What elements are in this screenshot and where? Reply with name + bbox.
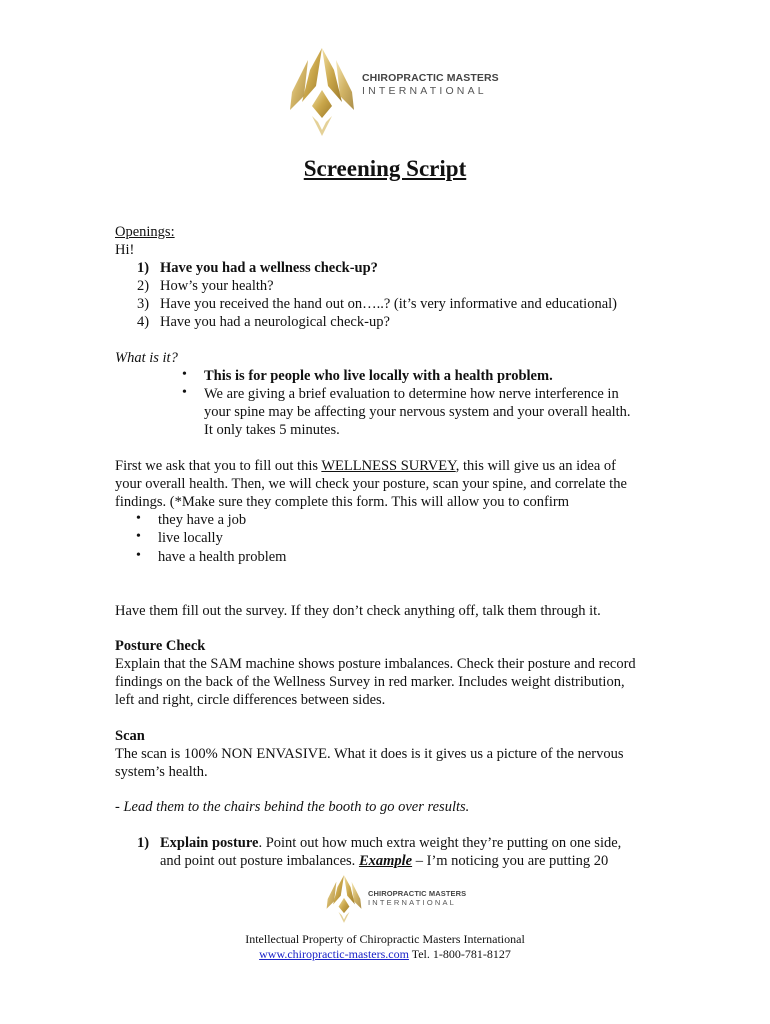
posture-check-heading: Posture Check: [115, 638, 206, 654]
posture-check-line-3: left and right, circle differences between sides.: [115, 692, 386, 708]
what-is-it-bullet-2-line-2: your spine may be affecting your nervous system and your overall health.: [204, 404, 631, 420]
footer-ip-notice: Intellectual Property of Chiropractic Masters International: [245, 932, 525, 946]
survey-line-2: your overall health. Then, we will check your posture, scan your spine, and correlate the: [115, 476, 627, 492]
logo-top-line2: INTERNATIONAL: [362, 85, 487, 97]
explain-line-1-rest: . Point out how much extra weight they’re putting on one side,: [258, 835, 622, 851]
opening-item-4-num: 4): [137, 314, 150, 330]
scan-line-2: system’s health.: [115, 764, 208, 780]
explain-line-1: [160, 834, 621, 853]
logo-bottom-line2: INTERNATIONAL: [368, 898, 457, 907]
posture-check-line-1: Explain that the SAM machine shows posture imbalances. Check their posture and record: [115, 656, 636, 672]
fill-out-instructions: Have them fill out the survey. If they don’t check anything off, talk them through it.: [115, 603, 601, 619]
opening-item-1-num: 1): [137, 260, 150, 276]
footer-phone: Tel. 1-800-781-8127: [408, 947, 511, 961]
chiropractic-masters-logo-icon: [282, 46, 362, 138]
scan-line-1: The scan is 100% NON ENVASIVE. What it does is it gives us a picture of the nervous: [115, 746, 624, 762]
explain-posture-bold: Explain posture: [160, 835, 259, 851]
logo-bottom: [320, 874, 368, 924]
what-is-it-bullet-2-line-1: We are giving a brief evaluation to determine how nerve interference in: [204, 386, 619, 402]
website-link[interactable]: www.chiropractic-masters.com: [259, 947, 409, 961]
scan-heading: Scan: [115, 728, 145, 744]
survey-line-1: [115, 457, 616, 476]
bullet-icon: •: [136, 511, 141, 526]
what-is-it-bullet-1: This is for people who live locally with a health problem.: [204, 368, 553, 384]
opening-item-3: Have you received the hand out on…..? (it’s very informative and educational): [160, 296, 617, 312]
what-is-it-heading: What is it?: [115, 350, 178, 366]
explain-line-2-post: – I’m noticing you are putting 20: [412, 853, 609, 869]
wellness-survey-link: WELLNESS SURVEY: [321, 458, 456, 474]
logo-top-line1: CHIROPRACTIC MASTERS: [362, 72, 499, 84]
what-is-it-bullet-2-line-3: It only takes 5 minutes.: [204, 422, 340, 438]
opening-item-2-num: 2): [137, 278, 150, 294]
explain-line-2: [160, 852, 608, 871]
explain-line-2-pre: and point out posture imbalances.: [160, 853, 359, 869]
footer-contact: [0, 947, 770, 962]
lead-instruction: - Lead them to the chairs behind the booth to go over results.: [115, 799, 470, 815]
logo-top: [282, 46, 362, 138]
survey-line-3: findings. (*Make sure they complete this form. This will allow you to confirm: [115, 494, 569, 510]
bullet-icon: •: [136, 529, 141, 544]
openings-greeting: Hi!: [115, 242, 135, 258]
opening-item-4: Have you had a neurological check-up?: [160, 314, 390, 330]
opening-item-1: Have you had a wellness check-up?: [160, 260, 378, 276]
chiropractic-masters-logo-icon: [320, 874, 368, 924]
opening-item-3-num: 3): [137, 296, 150, 312]
bullet-icon: •: [182, 385, 187, 400]
page-title: Screening Script: [303, 156, 467, 181]
survey-bullet-3: have a health problem: [158, 549, 287, 565]
survey-bullet-1: they have a job: [158, 512, 247, 528]
explain-example: Example: [358, 853, 413, 869]
explain-num: 1): [137, 835, 150, 851]
survey-line-1-pre: First we ask that you to fill out this: [115, 458, 322, 474]
survey-line-1-post: , this will give us an idea of: [455, 458, 616, 474]
bullet-icon: •: [182, 367, 187, 382]
bullet-icon: •: [136, 548, 141, 563]
opening-item-2: How’s your health?: [160, 278, 274, 294]
openings-heading: Openings:: [115, 224, 175, 240]
survey-bullet-2: live locally: [158, 530, 223, 546]
logo-bottom-line1: CHIROPRACTIC MASTERS: [368, 889, 467, 898]
posture-check-line-2: findings on the back of the Wellness Survey in red marker. Includes weight distribution,: [115, 674, 625, 690]
